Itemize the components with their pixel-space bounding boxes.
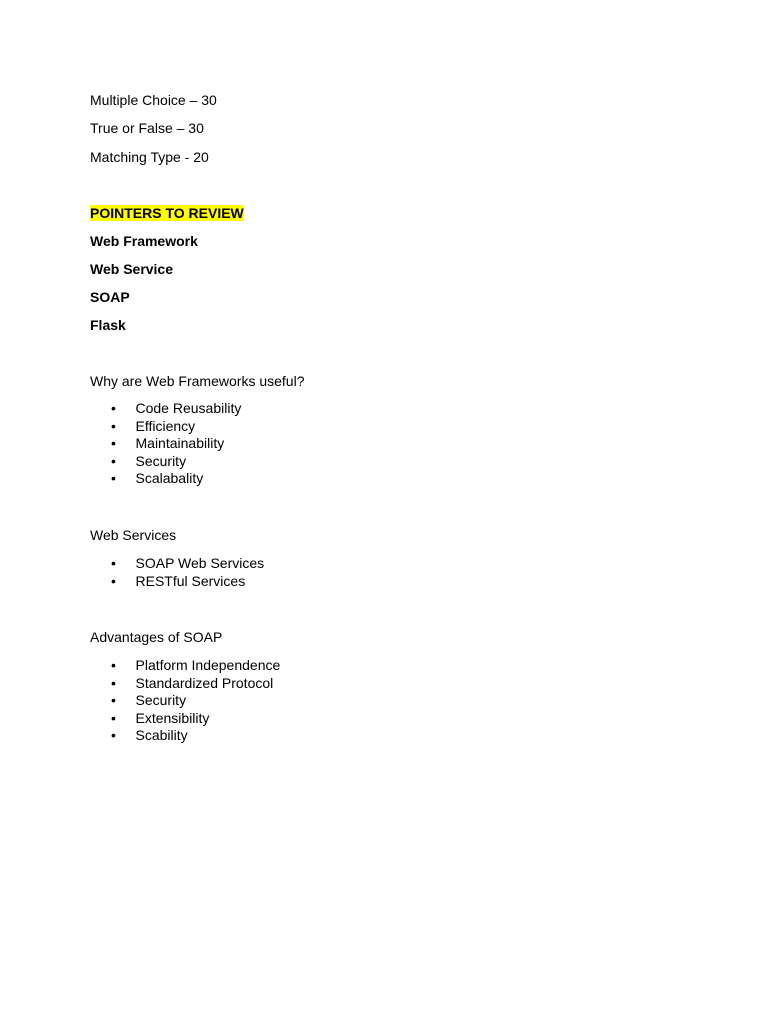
- list-item: [90, 573, 264, 591]
- bullet-list-advantages-of-soap: [90, 657, 280, 745]
- list-item-text: Security: [135, 452, 187, 469]
- list-item: [90, 675, 280, 693]
- bullet-icon: •: [111, 452, 116, 469]
- list-item-text: Extensibility: [135, 709, 210, 726]
- bullet-icon: •: [111, 435, 116, 452]
- scoring-true-or-false: True or False – 30: [90, 120, 204, 136]
- list-item-text: Scability: [135, 727, 188, 744]
- list-item: [90, 657, 280, 675]
- topic-flask: Flask: [90, 317, 126, 333]
- list-item-text: Efficiency: [135, 417, 196, 434]
- bullet-icon: •: [111, 674, 116, 691]
- list-item-text: Platform Independence: [135, 657, 281, 673]
- bullet-icon: •: [111, 555, 116, 571]
- list-item-text: Security: [135, 692, 187, 709]
- pointers-heading-text: POINTERS TO REVIEW: [90, 205, 244, 221]
- bullet-list-web-frameworks-useful: [90, 400, 241, 488]
- list-item-text: Code Reusability: [135, 400, 242, 416]
- topic-web-service: Web Service: [90, 261, 174, 277]
- list-item: [90, 453, 241, 471]
- section-heading-advantages-of-soap: Advantages of SOAP: [90, 629, 223, 645]
- list-item-text: RESTful Services: [135, 572, 246, 589]
- list-item: [90, 470, 241, 488]
- bullet-icon: •: [111, 692, 116, 709]
- bullet-icon: •: [111, 709, 116, 726]
- section-heading-web-frameworks-useful: Why are Web Frameworks useful?: [90, 373, 305, 389]
- bullet-icon: •: [111, 470, 116, 487]
- list-item: [90, 555, 264, 573]
- list-item-text: Maintainability: [135, 435, 225, 452]
- list-item: [90, 692, 280, 710]
- list-item: [90, 418, 241, 436]
- bullet-icon: •: [111, 572, 116, 589]
- scoring-matching-type: Matching Type - 20: [90, 149, 209, 165]
- list-item-text: SOAP Web Services: [135, 555, 265, 571]
- scoring-multiple-choice: Multiple Choice – 30: [90, 92, 217, 108]
- topic-web-framework: Web Framework: [90, 233, 198, 249]
- bullet-list-web-services: [90, 555, 264, 590]
- section-heading-web-services: Web Services: [90, 527, 177, 543]
- list-item: [90, 710, 280, 728]
- list-item: [90, 435, 241, 453]
- list-item: [90, 400, 241, 418]
- list-item: [90, 727, 280, 745]
- bullet-icon: •: [111, 417, 116, 434]
- topic-soap: SOAP: [90, 289, 130, 305]
- pointers-heading: [90, 205, 244, 222]
- list-item-text: Scalabality: [135, 470, 204, 487]
- bullet-icon: •: [111, 657, 116, 673]
- bullet-icon: •: [111, 400, 116, 416]
- bullet-icon: •: [111, 727, 116, 744]
- list-item-text: Standardized Protocol: [135, 674, 274, 691]
